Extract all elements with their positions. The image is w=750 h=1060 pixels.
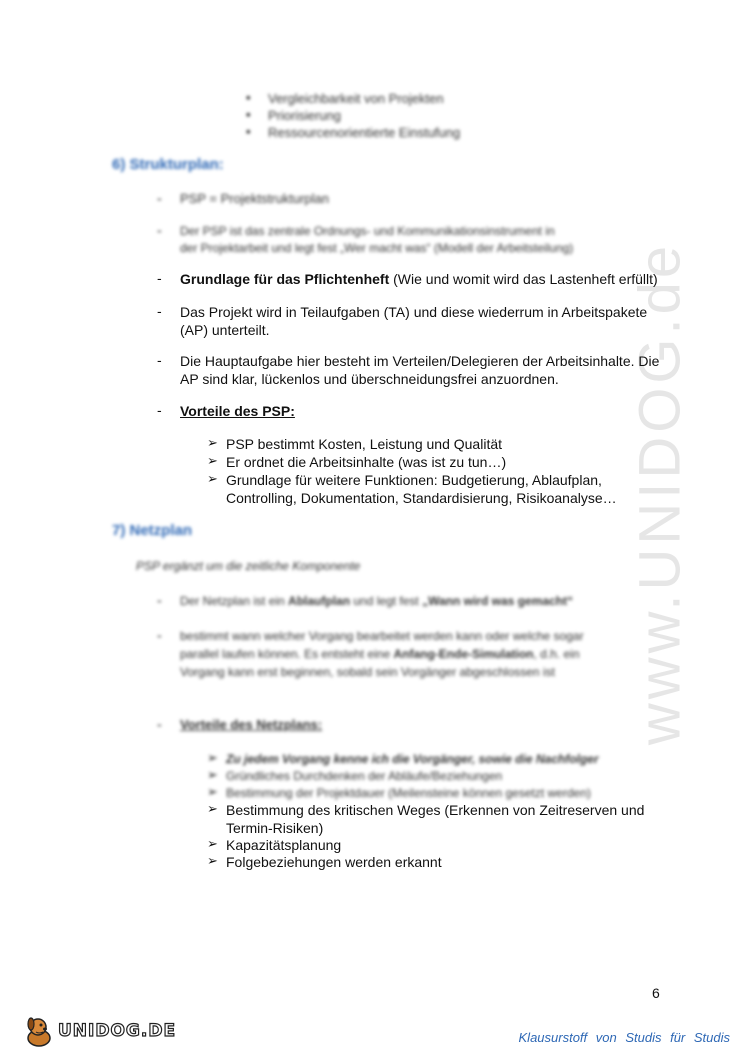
- list-item: Zu jedem Vorgang kenne ich die Vorgänger, sowie die Nachfolger: [226, 752, 599, 766]
- section-heading: 6) Strukturplan:: [112, 156, 224, 173]
- dash-icon: -: [157, 592, 162, 608]
- arrow-bullet-icon: ➢: [207, 453, 218, 468]
- bullet-icon: •: [246, 90, 251, 105]
- arrow-bullet-icon: ➢: [207, 750, 218, 765]
- list-item: Folgebeziehungen werden erkannt: [226, 854, 442, 870]
- list-item: Der PSP ist das zentrale Ordnungs- und Kommunikationsinstrument in: [180, 224, 555, 238]
- watermark: www.UNIDOG.de: [627, 241, 693, 746]
- text: parallel laufen können. Es entsteht eine: [180, 647, 394, 661]
- list-item: PSP = Projektstrukturplan: [180, 191, 329, 206]
- list-item-continuation: der Projektarbeit und legt fest „Wer macht was“ (Modell der Arbeitsteilung): [180, 241, 574, 255]
- list-item: PSP bestimmt Kosten, Leistung und Qualität: [226, 436, 503, 452]
- list-item-continuation: (AP) unterteilt.: [180, 322, 270, 338]
- list-item-continuation: Termin-Risiken): [226, 820, 324, 836]
- text: und legt fest: [350, 594, 423, 608]
- unidog-logo: [22, 1014, 176, 1048]
- footer-text: Klausurstoff von Studis für Studis: [518, 1030, 730, 1045]
- list-item: Das Projekt wird in Teilaufgaben (TA) und diese wiederrum in Arbeitspakete: [180, 304, 648, 320]
- list-item: Priorisierung: [268, 108, 341, 123]
- arrow-bullet-icon: ➢: [207, 784, 218, 799]
- list-item: Ressourcenorientierte Einstufung: [268, 125, 461, 140]
- logo-text: UNIDOG.DE: [58, 1021, 177, 1041]
- list-item-continuation: Vorgang kann erst beginnen, sobald sein Vorgänger abgeschlossen ist: [180, 665, 555, 679]
- subheading: Vorteile des Netzplans:: [180, 717, 323, 732]
- list-item: [180, 592, 573, 610]
- bullet-icon: •: [246, 124, 251, 139]
- list-item: bestimmt wann welcher Vorgang bearbeitet werden kann oder welche sogar: [180, 629, 584, 643]
- bold-text: Grundlage für das Pflichtenheft: [180, 271, 390, 287]
- subheading: Vorteile des PSP:: [180, 403, 295, 419]
- dash-icon: -: [157, 270, 162, 286]
- page-number: 6: [652, 985, 660, 1001]
- bullet-icon: •: [246, 107, 251, 122]
- list-item: Er ordnet die Arbeitsinhalte (was ist zu tun…): [226, 454, 507, 470]
- text: (Wie und womit wird das Lastenheft erfüllt): [389, 271, 658, 287]
- list-item: Vergleichbarkeit von Projekten: [268, 91, 444, 106]
- list-item-continuation: [180, 645, 580, 663]
- list-item: Bestimmung des kritischen Weges (Erkennen von Zeitreserven und: [226, 802, 645, 818]
- dash-icon: -: [157, 303, 162, 319]
- arrow-bullet-icon: ➢: [207, 767, 218, 782]
- arrow-bullet-icon: ➢: [207, 853, 218, 868]
- bold-text: Anfang-Ende-Simulation: [393, 647, 534, 661]
- list-item: [180, 270, 658, 288]
- dash-icon: -: [157, 190, 162, 206]
- dash-icon: -: [157, 352, 162, 368]
- dog-icon: [22, 1014, 56, 1048]
- list-item: Kapazitätsplanung: [226, 837, 342, 853]
- dash-icon: -: [157, 222, 162, 238]
- text: Der Netzplan ist ein: [180, 594, 289, 608]
- arrow-bullet-icon: ➢: [207, 435, 218, 450]
- bold-text: Ablaufplan: [288, 594, 351, 608]
- list-item: Bestimmung der Projektdauer (Meilensteine können gesetzt werden): [226, 786, 591, 800]
- list-item-continuation: Controlling, Dokumentation, Standardisierung, Risikoanalyse…: [226, 490, 617, 506]
- dash-icon: -: [157, 402, 162, 418]
- dash-icon: -: [157, 716, 162, 732]
- list-item: Grundlage für weitere Funktionen: Budgetierung, Ablaufplan,: [226, 472, 602, 488]
- arrow-bullet-icon: ➢: [207, 836, 218, 851]
- section-heading: 7) Netzplan: [112, 522, 193, 539]
- arrow-bullet-icon: ➢: [207, 471, 218, 486]
- dash-icon: -: [157, 627, 162, 643]
- bold-text: „Wann wird was gemacht“: [422, 594, 574, 608]
- text: , d.h. ein: [533, 647, 580, 661]
- list-item: Gründliches Durchdenken der Abläufe/Beziehungen: [226, 769, 503, 783]
- arrow-bullet-icon: ➢: [207, 801, 218, 816]
- intro-text: PSP ergänzt um die zeitliche Komponente: [136, 559, 361, 573]
- list-item-continuation: AP sind klar, lückenlos und überschneidungsfrei anzuordnen.: [180, 371, 559, 387]
- list-item: Die Hauptaufgabe hier besteht im Verteilen/Delegieren der Arbeitsinhalte. Die: [180, 353, 660, 369]
